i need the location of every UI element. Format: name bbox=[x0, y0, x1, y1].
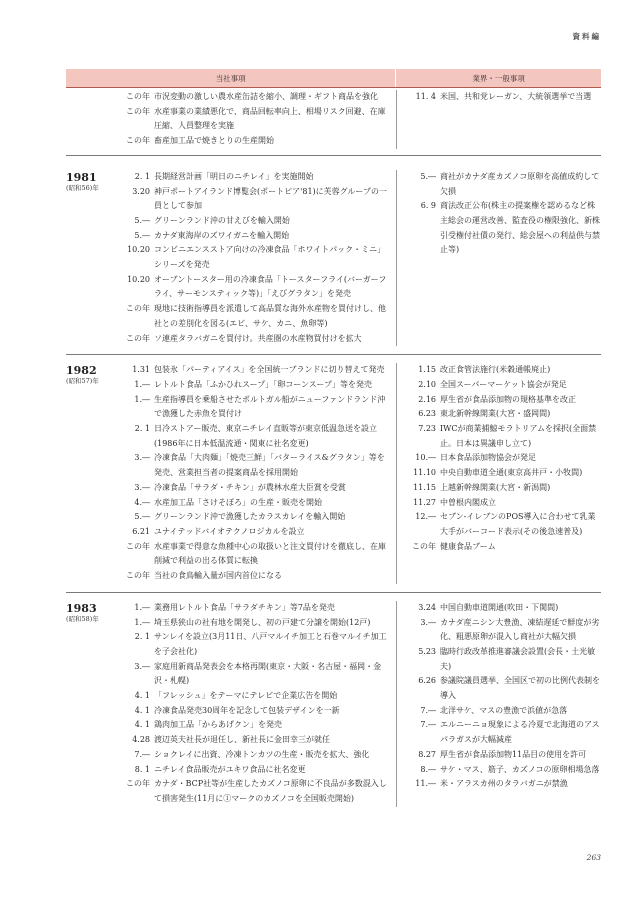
event-row bbox=[118, 763, 396, 778]
event-text: 生産指導員を乗船させたポルトガル船がニューファンドランド沖で漁獲した赤魚を買付け bbox=[154, 394, 386, 419]
event-text: カナダ・BCP社等が生産したカズノコ原卵に不良品が多数混入して損害発生(11月に①マークのカズノコを全国販売開始) bbox=[154, 779, 387, 803]
event-text: 神戸ポートアイランド博覧会(ポートピア'81)に芙蓉グループの一員として参加 bbox=[154, 186, 388, 211]
event-text: IWCが商業捕鯨モラトリアムを採択(全面禁止。日本は異議申し立て) bbox=[440, 424, 597, 448]
event-date: 4.28 bbox=[132, 735, 150, 745]
event-date: 1.― bbox=[134, 602, 150, 612]
event-text: サケ・マス、筋子、カズノコの原卵相場急落 bbox=[440, 764, 600, 774]
event-row bbox=[397, 777, 602, 792]
event-row bbox=[118, 90, 396, 105]
event-date: 5.― bbox=[134, 215, 150, 225]
event-text: ニチレイ食品販売がユキワ食品に社名変更 bbox=[154, 764, 306, 774]
event-text: 厚生省が食品添加物11品目の使用を許可 bbox=[440, 749, 587, 759]
event-date: 6.23 bbox=[418, 409, 436, 419]
event-text: 家庭用新商品発表会を本格再開(東京・大阪・名古屋・福岡・金沢・札幌) bbox=[154, 661, 382, 686]
event-text: 水産事業の業績悪化で、商品回転率向上、相場リスク回避、在庫圧縮、人員整理を実施 bbox=[154, 106, 386, 131]
event-date: 1.― bbox=[134, 394, 150, 404]
event-row bbox=[118, 630, 396, 659]
event-row bbox=[397, 704, 602, 719]
event-row bbox=[118, 569, 396, 584]
event-text: カナダ東海岸のズワイガニを輸入開始 bbox=[154, 230, 290, 240]
page-header: 資料編 bbox=[572, 32, 601, 41]
event-row bbox=[397, 451, 602, 466]
year-block bbox=[66, 354, 601, 592]
event-date: 11.15 bbox=[413, 482, 436, 492]
event-date: 6. 9 bbox=[420, 201, 436, 211]
event-row bbox=[118, 134, 396, 149]
event-text: ショクレイに出資、冷凍トンカツの生産・販売を拡大、強化 bbox=[154, 749, 370, 759]
event-row bbox=[397, 601, 602, 616]
event-text: 中曽根内閣成立 bbox=[440, 497, 496, 507]
year-number: 1983 bbox=[66, 601, 97, 615]
event-date: この年 bbox=[126, 304, 150, 314]
event-row bbox=[118, 393, 396, 422]
event-date: 11. 4 bbox=[415, 92, 436, 101]
event-row bbox=[118, 378, 396, 393]
event-date: この年 bbox=[126, 779, 150, 789]
event-row bbox=[397, 422, 602, 451]
event-row bbox=[118, 422, 396, 451]
event-text: 当社の食鳥輸入量が国内首位になる bbox=[154, 571, 282, 581]
event-row bbox=[118, 689, 396, 704]
event-date: 6.21 bbox=[132, 526, 150, 536]
event-row bbox=[397, 748, 602, 763]
company-events bbox=[118, 601, 397, 807]
event-date: 4. 1 bbox=[134, 691, 150, 701]
event-row bbox=[118, 481, 396, 496]
event-text: 業務用レトルト食品「サラダチキン」等7品を発売 bbox=[154, 602, 335, 612]
event-row bbox=[118, 363, 396, 378]
event-row bbox=[118, 601, 396, 616]
event-date: 7.― bbox=[420, 705, 436, 715]
event-date: 8. 1 bbox=[134, 764, 150, 774]
event-row bbox=[118, 332, 396, 347]
event-text: 渡辺英夫社長が退任し、新社長に金田幸三が就任 bbox=[154, 735, 330, 745]
event-date: 3.― bbox=[420, 617, 436, 627]
event-text: 参議院議員選挙、全国区で初の比例代表制を導入 bbox=[440, 676, 600, 701]
event-text: 日本食品添加物協会が発足 bbox=[440, 453, 536, 463]
event-date: この年 bbox=[126, 136, 150, 146]
event-text: 商法改正公布(株主の提案権を認めるなど株主総会の運営改善、監査役の権限強化、新株引受権付社債の発行、総会屋への利益供与禁止等) bbox=[440, 201, 600, 255]
event-date: 1.15 bbox=[418, 365, 436, 375]
event-row bbox=[118, 273, 396, 302]
event-row bbox=[118, 302, 396, 331]
event-row bbox=[397, 199, 602, 258]
event-row bbox=[118, 660, 396, 689]
event-text: 中央自動車道全通(東京高井戸・小牧間) bbox=[440, 468, 583, 478]
event-row bbox=[397, 674, 602, 703]
event-text: カナダ産ニシン大豊漁、凍結遅延で鮮度が劣化、粗悪原卵が混入し商社が大幅欠損 bbox=[440, 617, 600, 642]
event-text: 畜産加工品で焼きとりの生産開始 bbox=[154, 136, 274, 146]
event-text: 全国スーパーマーケット協会が発足 bbox=[440, 379, 567, 389]
event-date: この年 bbox=[412, 541, 436, 551]
event-text: 中国自動車道開通(吹田・下関間) bbox=[440, 602, 559, 612]
event-date: 5.― bbox=[134, 230, 150, 240]
event-date: 2. 1 bbox=[134, 171, 150, 181]
event-row bbox=[118, 229, 396, 244]
event-text: 上越新幹線開業(大宮・新潟間) bbox=[440, 482, 551, 492]
event-row bbox=[118, 748, 396, 763]
event-date: 8.27 bbox=[418, 749, 436, 759]
event-date: この年 bbox=[126, 92, 150, 101]
event-row bbox=[397, 363, 602, 378]
event-row bbox=[118, 105, 396, 134]
year-label bbox=[66, 363, 118, 584]
era-label: (昭和56)年 bbox=[66, 183, 99, 192]
event-date: 5.― bbox=[420, 171, 436, 181]
event-date: この年 bbox=[126, 333, 150, 343]
event-row bbox=[118, 616, 396, 631]
event-text: オーブントースター用の冷凍食品「トースターフライ(バーガーフライ、サーモンスティック等)」「えびグラタン」を発売 bbox=[154, 274, 387, 299]
event-text: 商社がカナダ産カズノコ原卵を高値成約して欠損 bbox=[440, 171, 600, 196]
event-text: コンビニエンスストア向けの冷凍食品「ホワイトパック・ミニ」シリーズを発売 bbox=[154, 245, 386, 270]
event-date: 4. 1 bbox=[134, 720, 150, 730]
event-text: 臨時行政改革推進審議会設置(会長・土光敏夫) bbox=[440, 646, 596, 671]
event-row bbox=[118, 496, 396, 511]
event-text: 健康食品ブーム bbox=[440, 541, 496, 551]
event-date: 6.26 bbox=[418, 676, 436, 686]
event-date: 11.10 bbox=[413, 468, 436, 478]
event-date: 2. 1 bbox=[134, 632, 150, 642]
event-date: 3.― bbox=[134, 482, 150, 492]
event-date: 5.― bbox=[134, 512, 150, 522]
event-date: 10.20 bbox=[127, 274, 150, 284]
year-number: 1981 bbox=[66, 170, 97, 184]
event-row bbox=[397, 393, 602, 408]
event-text: エルニーニョ現象による冷夏で北海道のアスパラガスが大幅減産 bbox=[440, 720, 600, 745]
event-date: 3.― bbox=[134, 453, 150, 463]
year-label bbox=[66, 90, 118, 149]
event-row bbox=[397, 645, 602, 674]
event-date: 1.― bbox=[134, 617, 150, 627]
event-date: 11.27 bbox=[413, 497, 436, 507]
event-date: 11.― bbox=[415, 779, 436, 789]
event-row bbox=[118, 718, 396, 733]
year-label bbox=[66, 601, 118, 807]
year-label bbox=[66, 170, 118, 346]
company-events bbox=[118, 90, 397, 149]
event-text: 水産加工品「さけそぼろ」の生産・販売を開始 bbox=[154, 497, 322, 507]
event-date: この年 bbox=[126, 571, 150, 581]
event-text: レトルト食品「ふかひれスープ」「卵コーンスープ」等を発売 bbox=[154, 379, 372, 389]
event-text: 鶏肉加工品「からあげクン」を発売 bbox=[154, 720, 282, 730]
event-text: 東北新幹線開業(大宮・盛岡間) bbox=[440, 409, 551, 419]
event-row bbox=[397, 90, 602, 105]
event-row bbox=[397, 407, 602, 422]
year-number: 1982 bbox=[66, 364, 97, 378]
event-text: 厚生省が食品添加物の規格基準を改正 bbox=[440, 394, 576, 404]
event-text: 冷凍食品「大肉麺」「焼売三鮮」「バターライス&グラタン」等を発売、営業担当者の提案商品を採用開始 bbox=[154, 453, 385, 478]
event-date: 5.23 bbox=[418, 646, 436, 656]
event-row bbox=[118, 170, 396, 185]
event-row bbox=[118, 214, 396, 229]
event-row bbox=[397, 170, 602, 199]
event-date: 10.20 bbox=[127, 245, 150, 255]
era-label: (昭和58)年 bbox=[66, 614, 99, 623]
event-row bbox=[397, 510, 602, 539]
event-row bbox=[397, 466, 602, 481]
event-row bbox=[118, 540, 396, 569]
industry-events bbox=[397, 601, 602, 807]
company-column-header: 当社事項 bbox=[66, 69, 396, 87]
year-block bbox=[66, 155, 601, 354]
event-date: 2.10 bbox=[418, 379, 436, 389]
event-text: ユナイテッドバイオテクノロジカルを設立 bbox=[154, 526, 305, 536]
event-date: 8.― bbox=[420, 764, 436, 774]
event-row bbox=[397, 616, 602, 645]
industry-events bbox=[397, 363, 602, 584]
event-date: 12.― bbox=[415, 512, 436, 522]
event-row bbox=[118, 704, 396, 719]
event-row bbox=[397, 718, 602, 747]
event-row bbox=[397, 496, 602, 511]
year-block bbox=[66, 592, 601, 811]
event-date: 3.20 bbox=[132, 186, 150, 196]
event-text: 市況変動の激しい農水産缶詰を縮小、調理・ギフト商品を強化 bbox=[154, 92, 378, 101]
event-text: 改正食管法施行(米穀通帳廃止) bbox=[440, 365, 551, 375]
event-date: 7.23 bbox=[418, 424, 436, 434]
event-row bbox=[118, 733, 396, 748]
event-date: 10.― bbox=[415, 453, 436, 463]
event-row bbox=[397, 481, 602, 496]
table-body bbox=[66, 88, 601, 811]
event-row bbox=[397, 378, 602, 393]
event-row bbox=[397, 540, 602, 555]
company-events bbox=[118, 170, 397, 346]
event-row bbox=[118, 510, 396, 525]
event-text: 「フレッシュ」をテーマにテレビで企業広告を開始 bbox=[154, 691, 338, 701]
event-text: 現地に技術指導員を派遣して高品質な海外水産物を買付けし、他社との差別化を図る(エビ、サケ、カニ、魚卵等) bbox=[154, 304, 386, 328]
event-text: グリーンランド沖で漁獲したカラスカレイを輸入開始 bbox=[154, 512, 346, 522]
event-text: セブン-イレブンのPOS導入に合わせて乳業大手がバーコード表示(その後急速普及) bbox=[440, 512, 596, 536]
era-label: (昭和57)年 bbox=[66, 377, 99, 386]
company-events bbox=[118, 363, 397, 584]
event-date: 4.― bbox=[134, 497, 150, 507]
chronology-table bbox=[66, 69, 601, 811]
event-text: ソ連産タラバガニを買付け。共産圏の水産物買付けを拡大 bbox=[154, 333, 362, 343]
industry-column-header: 業界・一般事項 bbox=[472, 73, 525, 83]
event-row bbox=[118, 185, 396, 214]
year-block bbox=[66, 88, 601, 155]
event-text: 北洋サケ、マスの豊漁で浜値が急落 bbox=[440, 705, 568, 715]
event-date: 2. 1 bbox=[134, 424, 150, 434]
event-text: 水産事業で得意な魚種中心の取扱いと注文買付けを徹底し、在庫削減で利益の出る体質に転換 bbox=[154, 541, 386, 566]
event-row bbox=[118, 777, 396, 806]
event-date: 7.― bbox=[134, 749, 150, 759]
event-date: 1.31 bbox=[132, 365, 150, 375]
event-text: 日冷ストアー販売、東京ニチレイ直販等が東京低温急送を設立(1986年に日本低温流通・関東に社名変更) bbox=[154, 424, 377, 448]
event-text: 米・アラスカ州のタラバガニが禁漁 bbox=[440, 779, 568, 789]
table-header bbox=[66, 69, 601, 88]
industry-events bbox=[397, 170, 602, 346]
event-row bbox=[397, 763, 602, 778]
event-date: 4. 1 bbox=[134, 705, 150, 715]
event-text: 冷凍食品「サラダ・チキン」が農林水産大臣賞を受賞 bbox=[154, 482, 346, 492]
event-text: グリーンランド沖の甘えびを輸入開始 bbox=[154, 215, 290, 225]
event-date: 3.― bbox=[134, 661, 150, 671]
event-date: 2.16 bbox=[418, 394, 436, 404]
event-text: サンレイを設立(3月11日、八戸マルイチ加工と石巻マルイチ加工を子会社化) bbox=[154, 632, 387, 656]
event-text: 冷凍食品発売30周年を記念して包装デザインを一新 bbox=[154, 705, 340, 715]
event-row bbox=[118, 243, 396, 272]
event-date: この年 bbox=[126, 106, 150, 116]
event-text: 包装氷「パーティアイス」を全国統一ブランドに切り替えて発売 bbox=[154, 365, 385, 375]
industry-events bbox=[397, 90, 602, 149]
event-date: 3.24 bbox=[418, 602, 436, 612]
event-row bbox=[118, 451, 396, 480]
event-date: 7.― bbox=[420, 720, 436, 730]
event-text: 長期経営計画「明日のニチレイ」を実施開始 bbox=[154, 171, 314, 181]
event-date: この年 bbox=[126, 541, 150, 551]
event-text: 米国、共和党レーガン、大統領選挙で当選 bbox=[440, 92, 592, 101]
event-date: 1.― bbox=[134, 379, 150, 389]
event-text: 埼玉県狭山の社有地を開発し、初の戸建て分譲を開始(12戸) bbox=[154, 617, 371, 627]
page-number: 263 bbox=[586, 853, 601, 862]
event-row bbox=[118, 525, 396, 540]
